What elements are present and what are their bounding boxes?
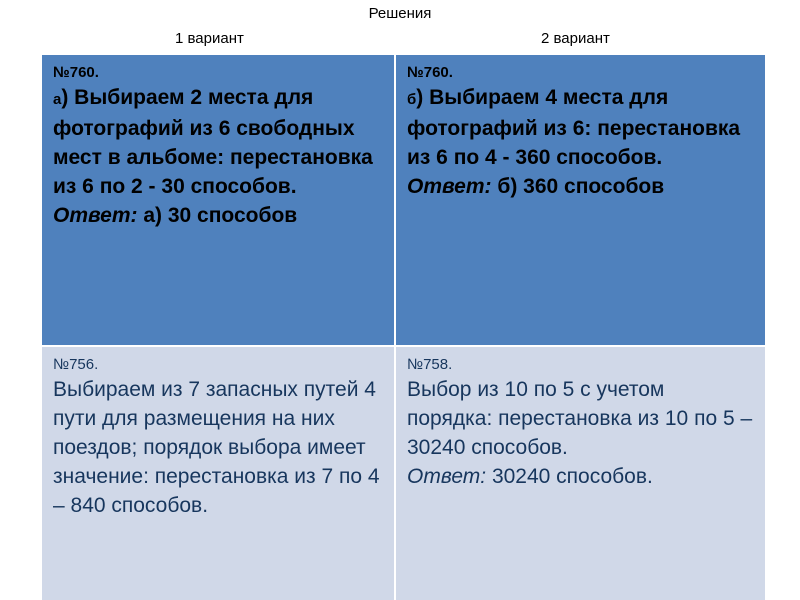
solution-text: [53, 83, 384, 230]
solution-text: [407, 83, 755, 201]
solutions-table: [42, 55, 765, 600]
problem-number: №756.: [53, 356, 99, 373]
solution-body: ) Выбираем 4 места для фотографий из 6: перестановка из 6 по 4 - 360 способов.: [407, 86, 741, 169]
answer-value: 30240 способов.: [486, 465, 653, 488]
answer-label: Ответ:: [53, 204, 138, 227]
answer-value: б) 360 способов: [491, 175, 665, 198]
solution-body: ) Выбираем 2 места для фотографий из 6 свободных мест в альбоме: перестановка из 6 по 2 - 30 способов.: [53, 86, 373, 198]
part-letter: а: [53, 91, 62, 108]
answer-label: Ответ:: [407, 175, 492, 198]
solution-text: [407, 375, 755, 491]
solution-body: Выбор из 10 по 5 с учетом порядка: перестановка из 10 по 5 – 30240 способов.: [407, 378, 753, 459]
problem-number: №760.: [407, 64, 453, 81]
problem-number: №760.: [53, 64, 99, 81]
cell-758: [396, 347, 765, 600]
answer-value: а) 30 способов: [137, 204, 298, 227]
column-header-variant-1: 1 вариант: [175, 30, 244, 47]
solution-text: Выбираем из 7 запасных путей 4 пути для размещения на них поездов; порядок выбора имеет значение: перестановка из 7 по 4 – 840 способов.: [53, 378, 380, 517]
cell-756: [42, 347, 396, 600]
column-header-variant-2: 2 вариант: [541, 30, 610, 47]
page-title: Решения: [368, 5, 432, 22]
cell-760-a: [42, 55, 396, 347]
problem-number: №758.: [407, 356, 453, 373]
cell-760-b: [396, 55, 765, 347]
part-letter: б: [407, 91, 417, 108]
answer-label: Ответ:: [407, 465, 487, 488]
